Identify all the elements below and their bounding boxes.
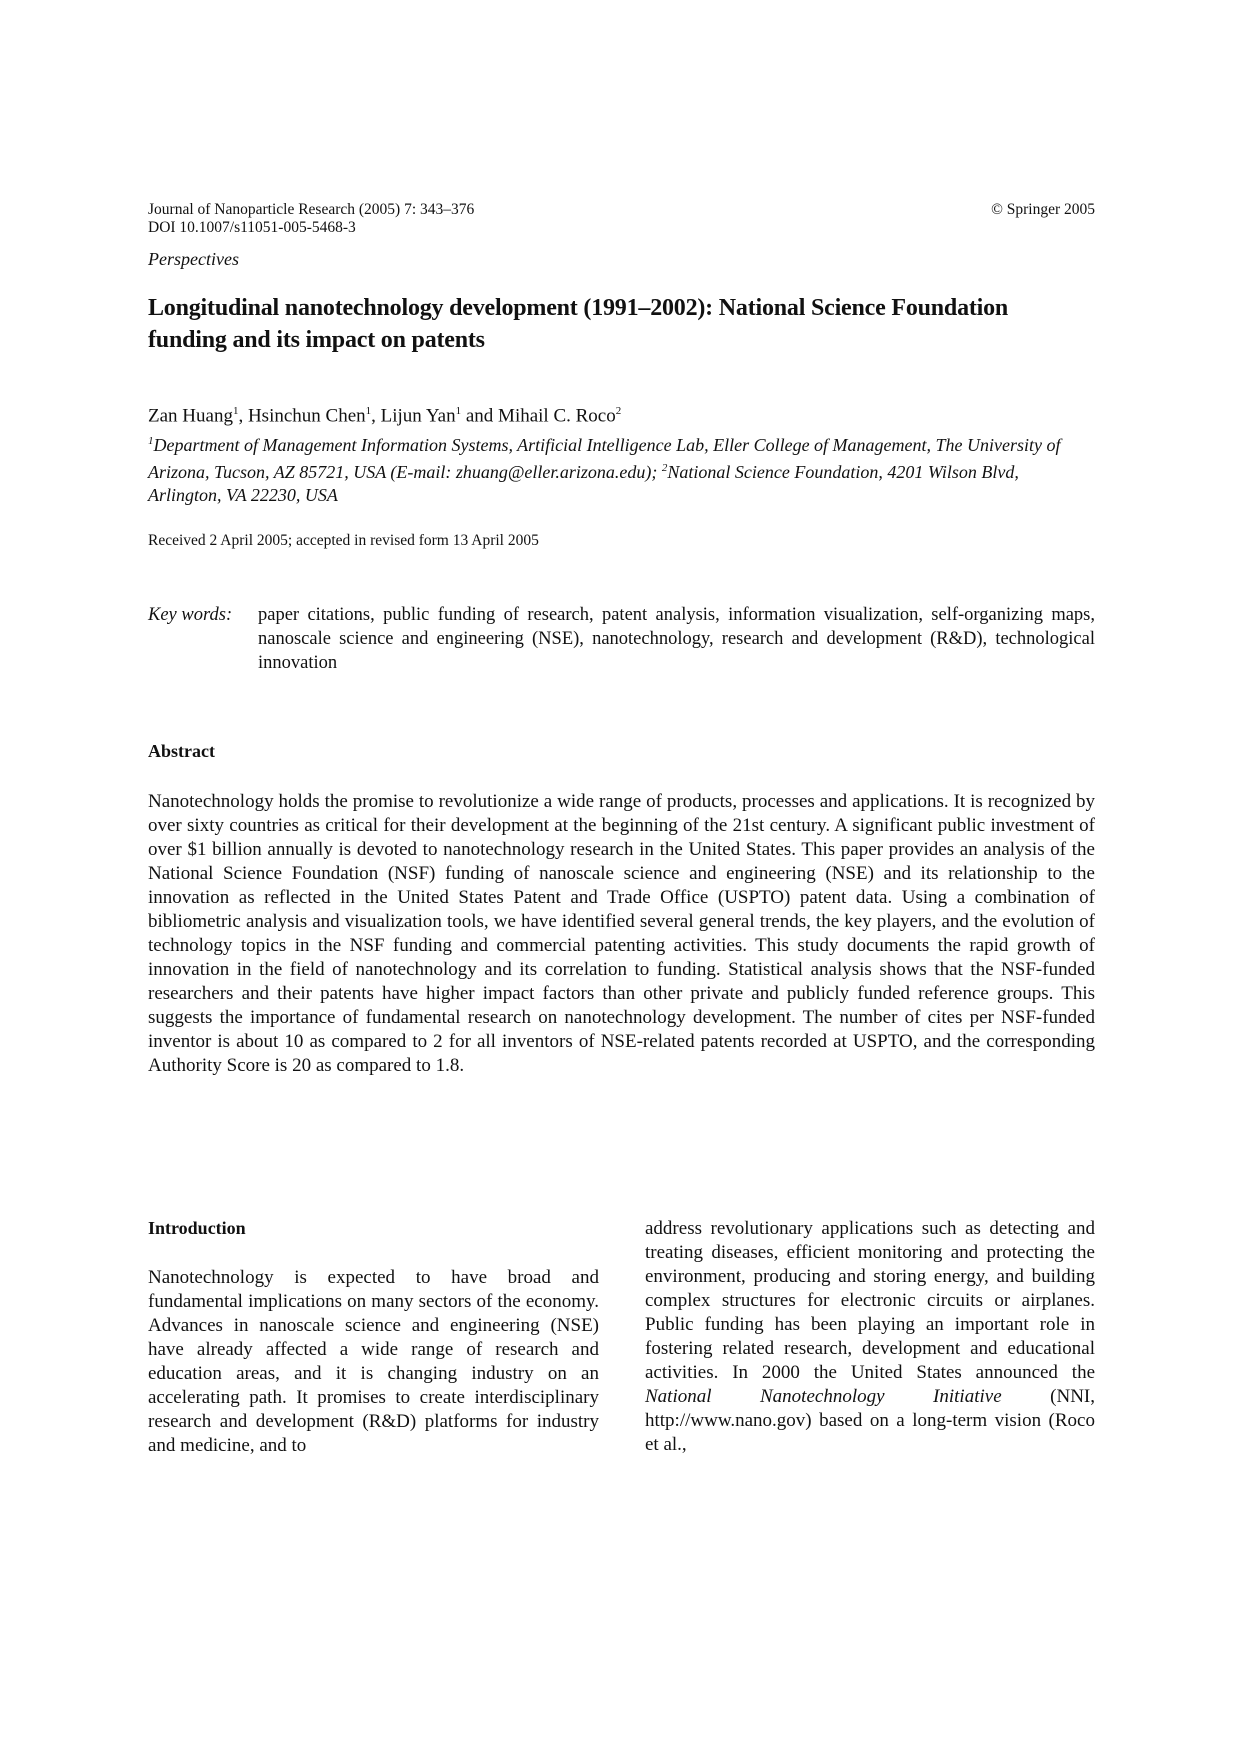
author-list <box>148 405 621 427</box>
intro-right-column <box>645 1217 1095 1457</box>
affiliation-mark: 1 <box>148 435 154 447</box>
paper-title: Longitudinal nanotechnology development (1991–2002): National Science Foundation funding and its impact on patents <box>148 295 1009 353</box>
author-affiliation-mark: 1 <box>365 405 372 417</box>
author-name: Hsinchun Chen <box>247 405 366 427</box>
author-name: Lijun Yan <box>380 405 456 427</box>
affiliation-mark: 2 <box>661 462 668 474</box>
affiliation-text: National Science Foundation, 4201 Wilson Blvd, Arlington, VA 22230, USA <box>148 462 1019 505</box>
author-affiliation-mark: 1 <box>455 405 462 417</box>
author-affiliation-mark: 1 <box>232 405 239 417</box>
intro-right-italic: National Nanotechnology Initiative <box>645 1386 1002 1407</box>
intro-right-text: address revolutionary applications such as detecting and treating diseases, efficient monitoring and protecting the environment, producing and storing energy, and building complex structures for electronic circuits or airplanes. Public funding has been playing an important role in fostering related research, development and educational activities. In 2000 the United States announced the <box>645 1218 1095 1383</box>
abstract-heading: Abstract <box>148 741 215 761</box>
journal-header <box>148 201 1095 237</box>
author-name: Mihail C. Roco <box>498 405 616 427</box>
section-tag: Perspectives <box>148 249 239 269</box>
affiliation-text: Department of Management Information Systems, Artificial Intelligence Lab, Eller College of Management, The University of Arizona, Tucson, AZ 85721, USA (E-mail: zhuang@eller.arizona.edu); <box>148 435 1061 482</box>
abstract-body: Nanotechnology holds the promise to revolutionize a wide range of products, processes and applications. It is recognized by over sixty countries as critical for their development at the beginning of the 21st century. A significant public investment of over $1 billion annually is devoted to nanotechnology research in the United States. This paper provides an analysis of the National Science Foundation (NSF) funding of nanoscale science and engineering (NSE) and its relationship to the innovation as reflected in the United States Patent and Trade Office (USPTO) patent data. Using a combination of bibliometric analysis and visualization tools, we have identified several general trends, the key players, and the evolution of technology topics in the NSF funding and commercial patenting activities. This study documents the rapid growth of innovation in the field of nanotechnology and its correlation to funding. Statistical analysis shows that the NSF-funded researchers and their patents have higher impact factors than other private and publicly funded reference groups. This suggests the importance of fundamental research on nanotechnology development. The number of cites per NSF-funded inventor is about 10 as compared to 2 for all inventors of NSE-related patents recorded at USPTO, and the corresponding Authority Score is 20 as compared to 1.8. <box>148 791 1095 1076</box>
author-name: Zan Huang <box>148 405 233 427</box>
intro-right-text-end: (NNI, http://www.nano.gov) based on a long-term vision (Roco et al., <box>645 1386 1095 1455</box>
intro-left-column: Nanotechnology is expected to have broad and fundamental implications on many sectors of the economy. Advances in nanoscale science and engineering (NSE) have already affected a wide range of research and education areas, and it is changing industry on an accelerating path. It promises to create interdisciplinary research and development (R&D) platforms for industry and medicine, and to <box>148 1267 599 1456</box>
keywords-text: paper citations, public funding of research, patent analysis, information visualization, self-organizing maps, nanoscale science and engineering (NSE), nanotechnology, research and development (R&D), technological innovation <box>258 605 1095 673</box>
affiliations <box>148 430 1095 507</box>
journal-citation: Journal of Nanoparticle Research (2005) 7: 343–376 <box>148 201 475 218</box>
copyright: © Springer 2005 <box>991 201 1095 218</box>
received-dates: Received 2 April 2005; accepted in revised form 13 April 2005 <box>148 532 539 549</box>
introduction-heading: Introduction <box>148 1218 246 1238</box>
author-separator: and <box>461 405 499 427</box>
author-affiliation-mark: 2 <box>615 405 622 417</box>
keywords-label: Key words: <box>148 605 233 625</box>
keywords <box>148 603 1095 675</box>
author-separator: , <box>238 405 248 427</box>
doi: DOI 10.1007/s11051-005-5468-3 <box>148 219 356 236</box>
author-separator: , <box>371 405 381 427</box>
